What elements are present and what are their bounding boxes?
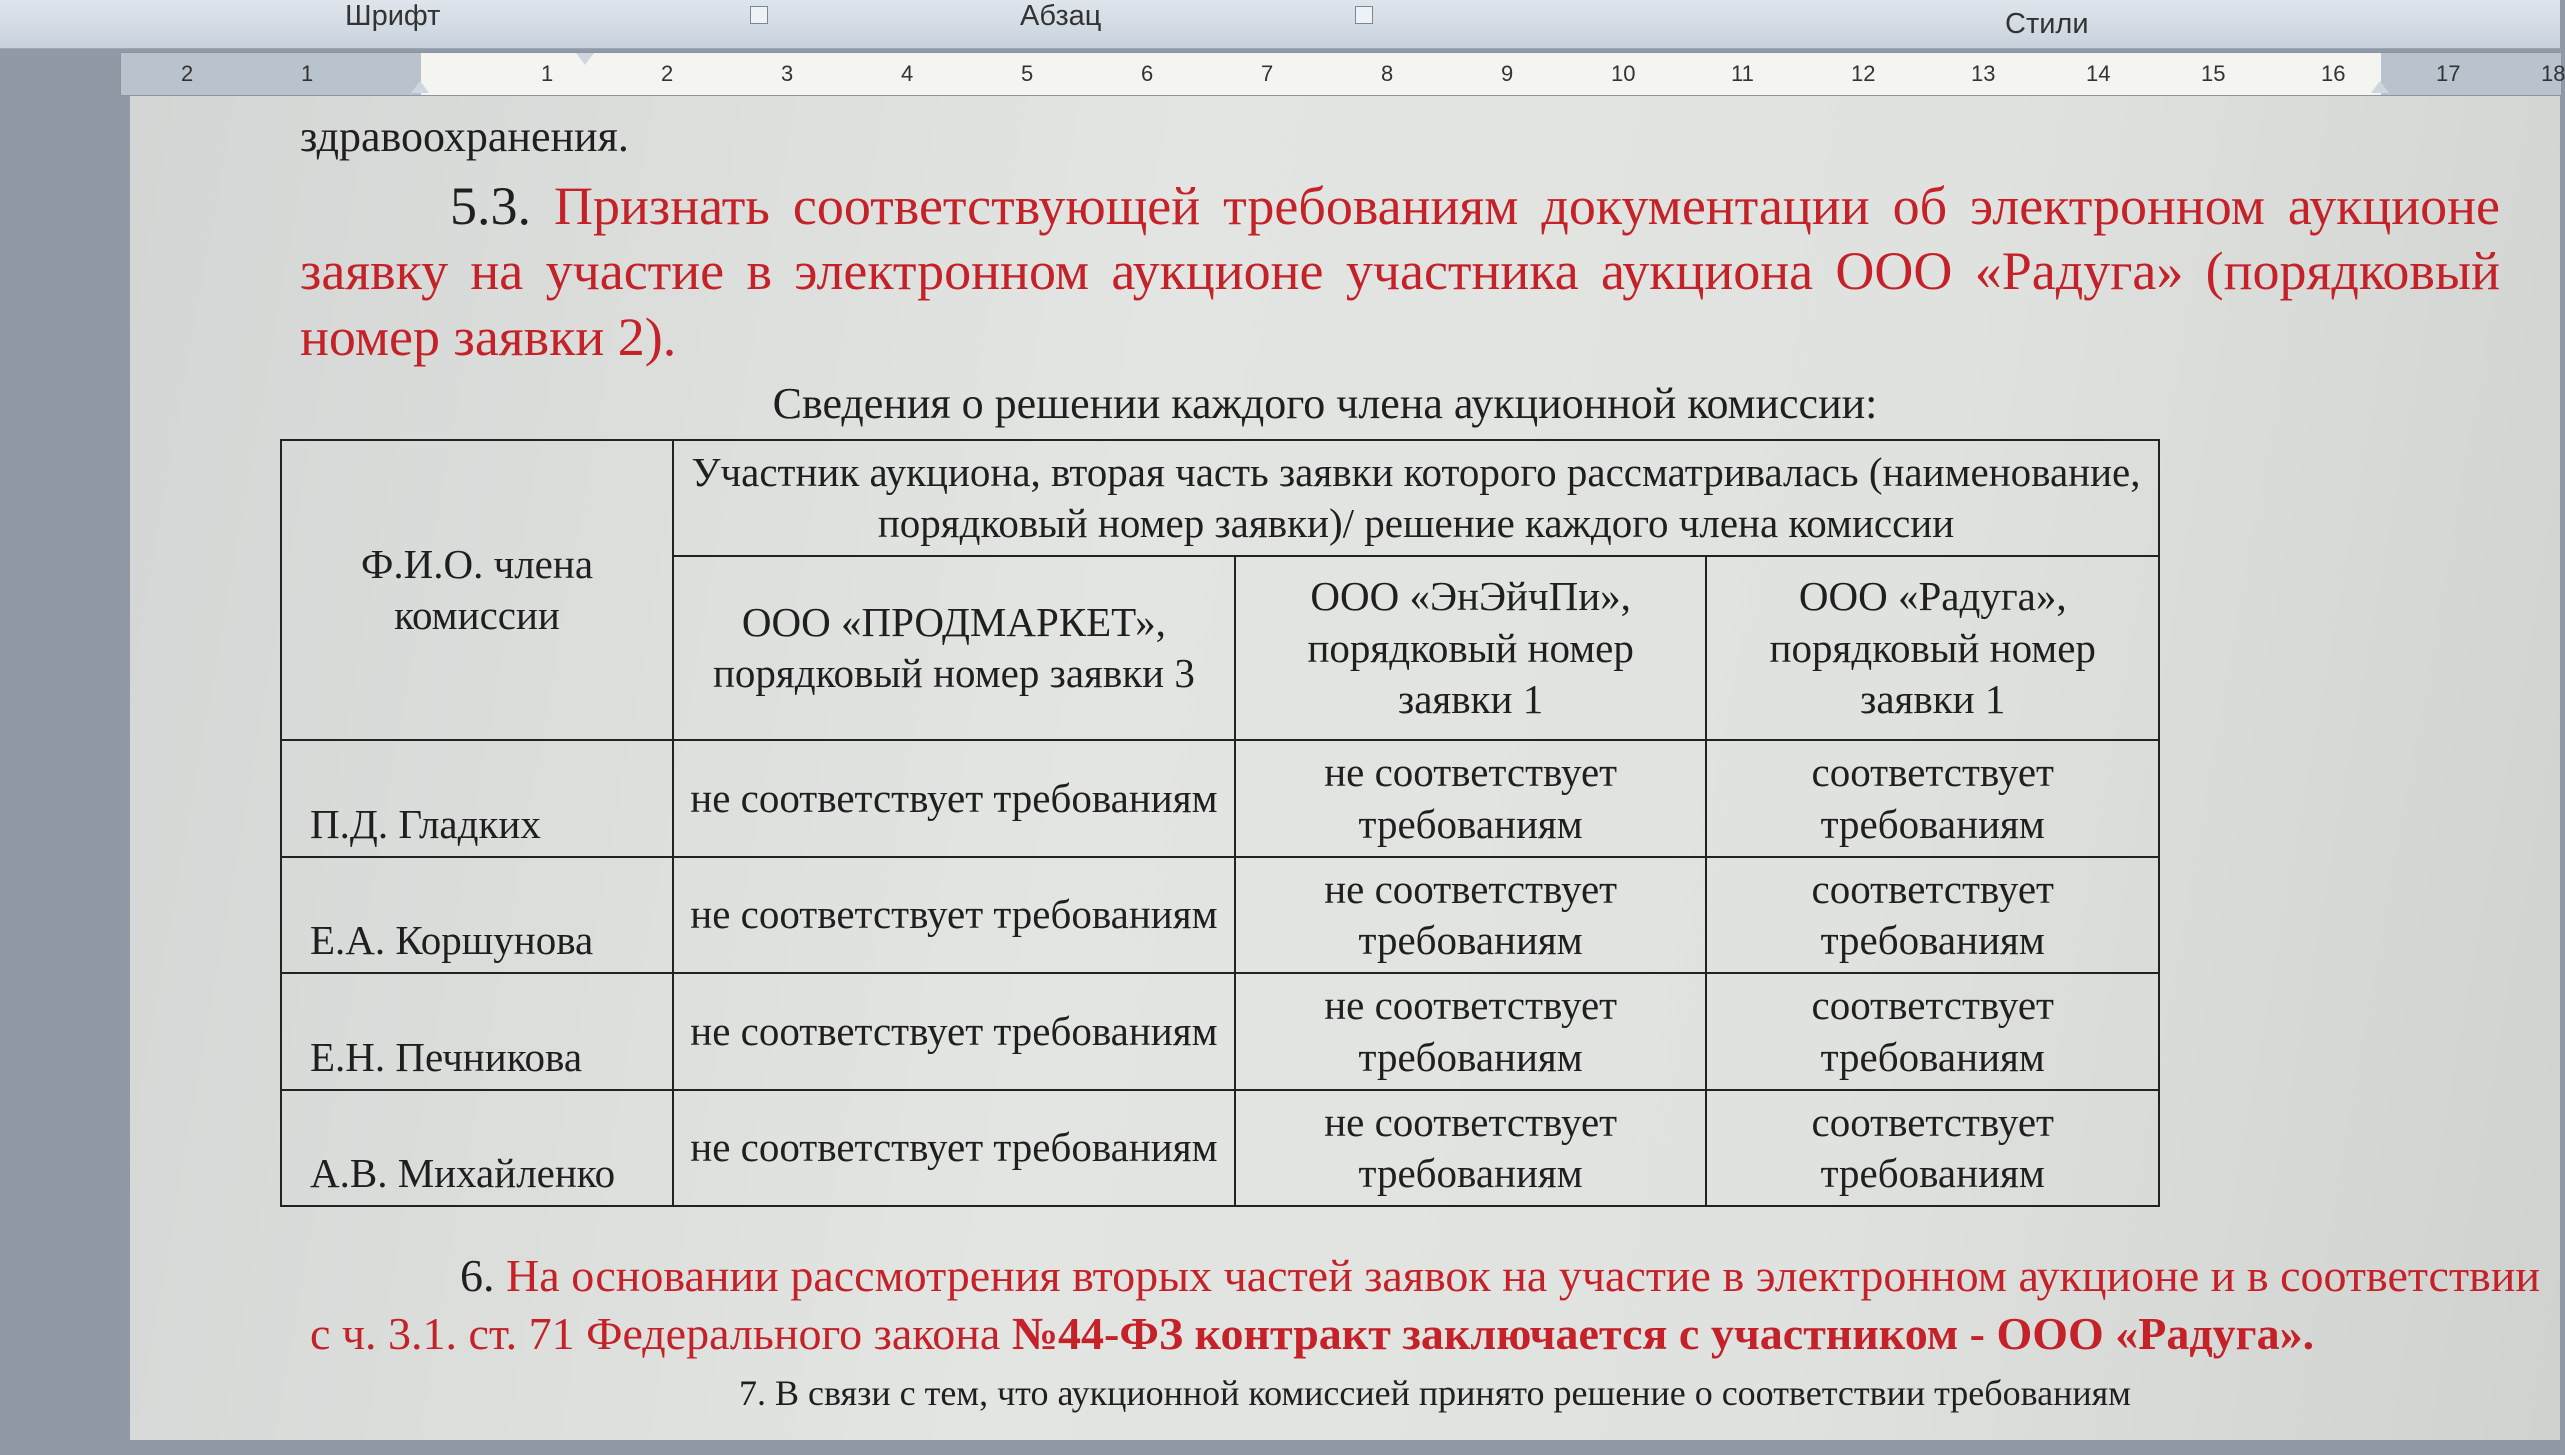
previous-paragraph-line: здравоохранения. xyxy=(300,112,629,161)
decision-cell: соответствует требованиям xyxy=(1706,740,2159,857)
header-participant-prodmarket: ООО «ПРОДМАРКЕТ», порядковый номер заявки 3 xyxy=(673,556,1235,740)
first-line-indent-marker[interactable] xyxy=(576,53,594,65)
commission-decision-table xyxy=(280,439,2160,1208)
ruler-tick: 16 xyxy=(2321,61,2346,86)
ribbon xyxy=(0,0,2560,49)
ruler-tick: 17 xyxy=(2436,61,2461,86)
ruler-tick: 8 xyxy=(1381,61,1394,86)
decision-cell: не соответствует требованиям xyxy=(1235,973,1707,1090)
decision-cell: соответствует требованиям xyxy=(1706,857,2159,974)
decision-cell: соответствует требованиям xyxy=(1706,1090,2159,1207)
decision-cell: не соответствует требованиям xyxy=(1235,857,1707,974)
ruler-left-margin xyxy=(121,53,421,95)
ruler-tick: 2 xyxy=(181,61,194,86)
ribbon-group-paragraph-label: Абзац xyxy=(1020,0,1102,32)
ruler-tick: 2 xyxy=(661,61,674,86)
ruler-tick: 13 xyxy=(1971,61,1996,86)
decision-cell: не соответствует требованиям xyxy=(673,740,1235,857)
member-name: А.В. Михайленко xyxy=(281,1090,673,1207)
decision-cell: не соответствует требованиям xyxy=(673,1090,1235,1207)
decision-cell: не соответствует требованиям xyxy=(1235,1090,1707,1207)
decision-cell: не соответствует требованиям xyxy=(1235,740,1707,857)
paragraph-6-number: 6. xyxy=(460,1250,495,1302)
ruler-tick: 1 xyxy=(541,61,554,86)
table-header-row xyxy=(281,440,2159,557)
ribbon-group-font-label: Шрифт xyxy=(345,0,441,32)
document-page[interactable] xyxy=(130,96,2560,1440)
table-row xyxy=(281,1090,2159,1207)
ruler-tick: 6 xyxy=(1141,61,1154,86)
ruler-tick: 10 xyxy=(1611,61,1636,86)
paragraph-6-bold-text: №44-ФЗ контракт заключается с участником - ООО «Радуга». xyxy=(1011,1307,2315,1359)
header-commission-member: Ф.И.О. члена комиссии xyxy=(281,440,673,741)
paragraph-6-text: На основании рассмотрения вторых частей заявок на участие в электронном аукционе и в соответствии с ч. 3.1. ст. 71 Федерального закона xyxy=(310,1250,2541,1359)
table-caption: Сведения о решении каждого члена аукционной комиссии: xyxy=(772,379,1878,429)
table-row xyxy=(281,973,2159,1090)
ruler-tick: 9 xyxy=(1501,61,1514,86)
ruler-tick: 12 xyxy=(1851,61,1876,86)
ribbon-group-styles-label: Стили xyxy=(2005,8,2089,40)
ruler-tick: 7 xyxy=(1261,61,1274,86)
ruler-right-margin xyxy=(2381,53,2561,95)
right-indent-marker[interactable] xyxy=(2371,81,2389,93)
header-participant-raduga: ООО «Радуга», порядковый номер заявки 1 xyxy=(1706,556,2159,740)
member-name: Е.Н. Печникова xyxy=(281,973,673,1090)
paragraph-dialog-launcher-icon[interactable] xyxy=(1355,6,1373,24)
paragraph-6 xyxy=(310,1247,2540,1362)
document-body[interactable] xyxy=(300,106,2541,1455)
table-row xyxy=(281,740,2159,857)
paragraph-7: 7. В связи с тем, что аукционной комиссией принято решение о соответствии требованиям xyxy=(739,1373,2131,1414)
font-dialog-launcher-icon[interactable] xyxy=(750,6,768,24)
decision-cell: не соответствует требованиям xyxy=(673,973,1235,1090)
paragraph-5-3-number: 5.3. xyxy=(450,175,531,236)
paragraph-5-3-text: Признать соответствующей требованиям документации об электронном аукционе заявку на участие в электронном аукционе участника аукциона ООО «Радуга» (порядковый номер заявки 2). xyxy=(300,175,2501,368)
decision-cell: не соответствует требованиям xyxy=(673,857,1235,974)
ruler-tick: 5 xyxy=(1021,61,1034,86)
decision-cell: соответствует требованиям xyxy=(1706,973,2159,1090)
horizontal-ruler[interactable] xyxy=(120,52,2565,96)
ruler-tick: 1 xyxy=(301,61,314,86)
member-name: Е.А. Коршунова xyxy=(281,857,673,974)
header-participant-nhp: ООО «ЭнЭйчПи», порядковый номер заявки 1 xyxy=(1235,556,1707,740)
ruler-tick: 15 xyxy=(2201,61,2226,86)
table-row xyxy=(281,857,2159,974)
ruler-tick: 4 xyxy=(901,61,914,86)
ruler-tick: 14 xyxy=(2086,61,2111,86)
paragraph-5-3 xyxy=(300,174,2500,372)
member-name: П.Д. Гладких xyxy=(281,740,673,857)
ruler-tick: 3 xyxy=(781,61,794,86)
ruler-tick: 11 xyxy=(1731,61,1754,86)
ruler-tick: 18 xyxy=(2541,61,2565,86)
header-participant-group: Участник аукциона, вторая часть заявки которого рассматривалась (наименование, порядковый номер заявки)/ решение каждого члена комиссии xyxy=(673,440,2159,557)
left-indent-marker[interactable] xyxy=(411,81,429,93)
